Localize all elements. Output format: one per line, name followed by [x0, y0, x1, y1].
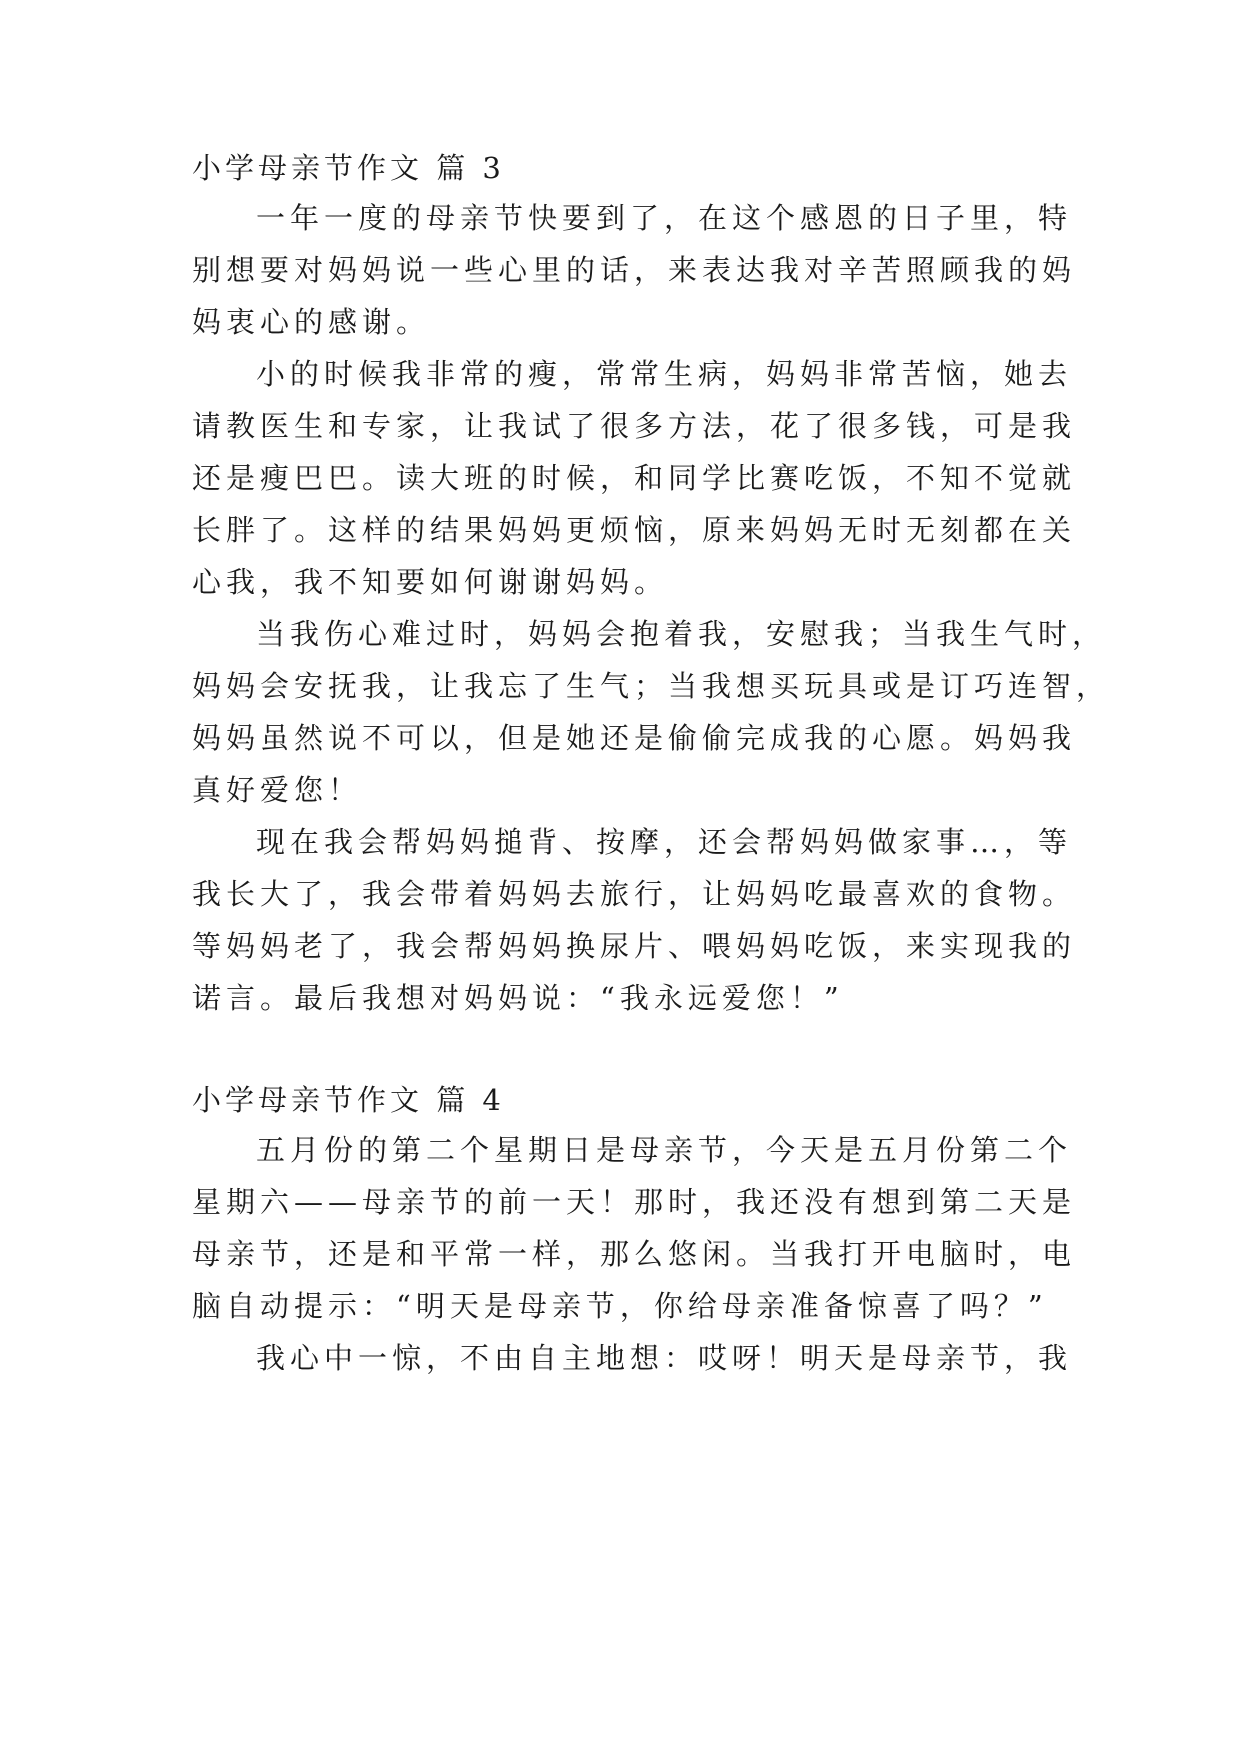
text-line: 一年一度的母亲节快要到了，在这个感恩的日子里，特 — [256, 201, 1073, 235]
text-line: 妈衷心的感谢。 — [192, 305, 431, 339]
text-line: 我心中一惊，不由自主地想：哎呀！明天是母亲节，我 — [256, 1341, 1073, 1375]
text-line: 别想要对妈妈说一些心里的话，来表达我对辛苦照顾我的妈 — [192, 253, 1077, 287]
text-line: 当我伤心难过时，妈妈会抱着我，安慰我；当我生气时， — [256, 617, 1107, 651]
text-line: 脑自动提示：“明天是母亲节，你给母亲准备惊喜了吗？” — [192, 1289, 1048, 1323]
text-line: 妈妈会安抚我，让我忘了生气；当我想买玩具或是订巧连智， — [192, 669, 1111, 703]
text-line: 还是瘦巴巴。读大班的时候，和同学比赛吃饭，不知不觉就 — [192, 461, 1077, 495]
text-line: 母亲节，还是和平常一样，那么悠闲。当我打开电脑时，电 — [192, 1237, 1077, 1271]
text-line: 请教医生和专家，让我试了很多方法，花了很多钱，可是我 — [192, 409, 1077, 443]
text-line: 真好爱您！ — [192, 773, 363, 807]
text-line: 我长大了，我会带着妈妈去旅行，让妈妈吃最喜欢的食物。 — [192, 877, 1077, 911]
section-heading: 小学母亲节作文 篇 4 — [192, 1083, 505, 1117]
text-line: 等妈妈老了，我会帮妈妈换尿片、喂妈妈吃饭，来实现我的 — [192, 929, 1077, 963]
text-line: 诺言。最后我想对妈妈说：“我永远爱您！” — [192, 981, 844, 1015]
text-line: 长胖了。这样的结果妈妈更烦恼，原来妈妈无时无刻都在关 — [192, 513, 1077, 547]
text-line: 星期六——母亲节的前一天！那时，我还没有想到第二天是 — [192, 1185, 1077, 1219]
text-line: 五月份的第二个星期日是母亲节，今天是五月份第二个 — [256, 1133, 1073, 1167]
text-line: 小的时候我非常的瘦，常常生病，妈妈非常苦恼，她去 — [256, 357, 1073, 391]
section-heading: 小学母亲节作文 篇 3 — [192, 151, 505, 185]
text-line: 妈妈虽然说不可以，但是她还是偷偷完成我的心愿。妈妈我 — [192, 721, 1077, 755]
text-line: 现在我会帮妈妈搥背、按摩，还会帮妈妈做家事…，等 — [256, 825, 1073, 859]
text-line: 心我，我不知要如何谢谢妈妈。 — [192, 565, 669, 599]
